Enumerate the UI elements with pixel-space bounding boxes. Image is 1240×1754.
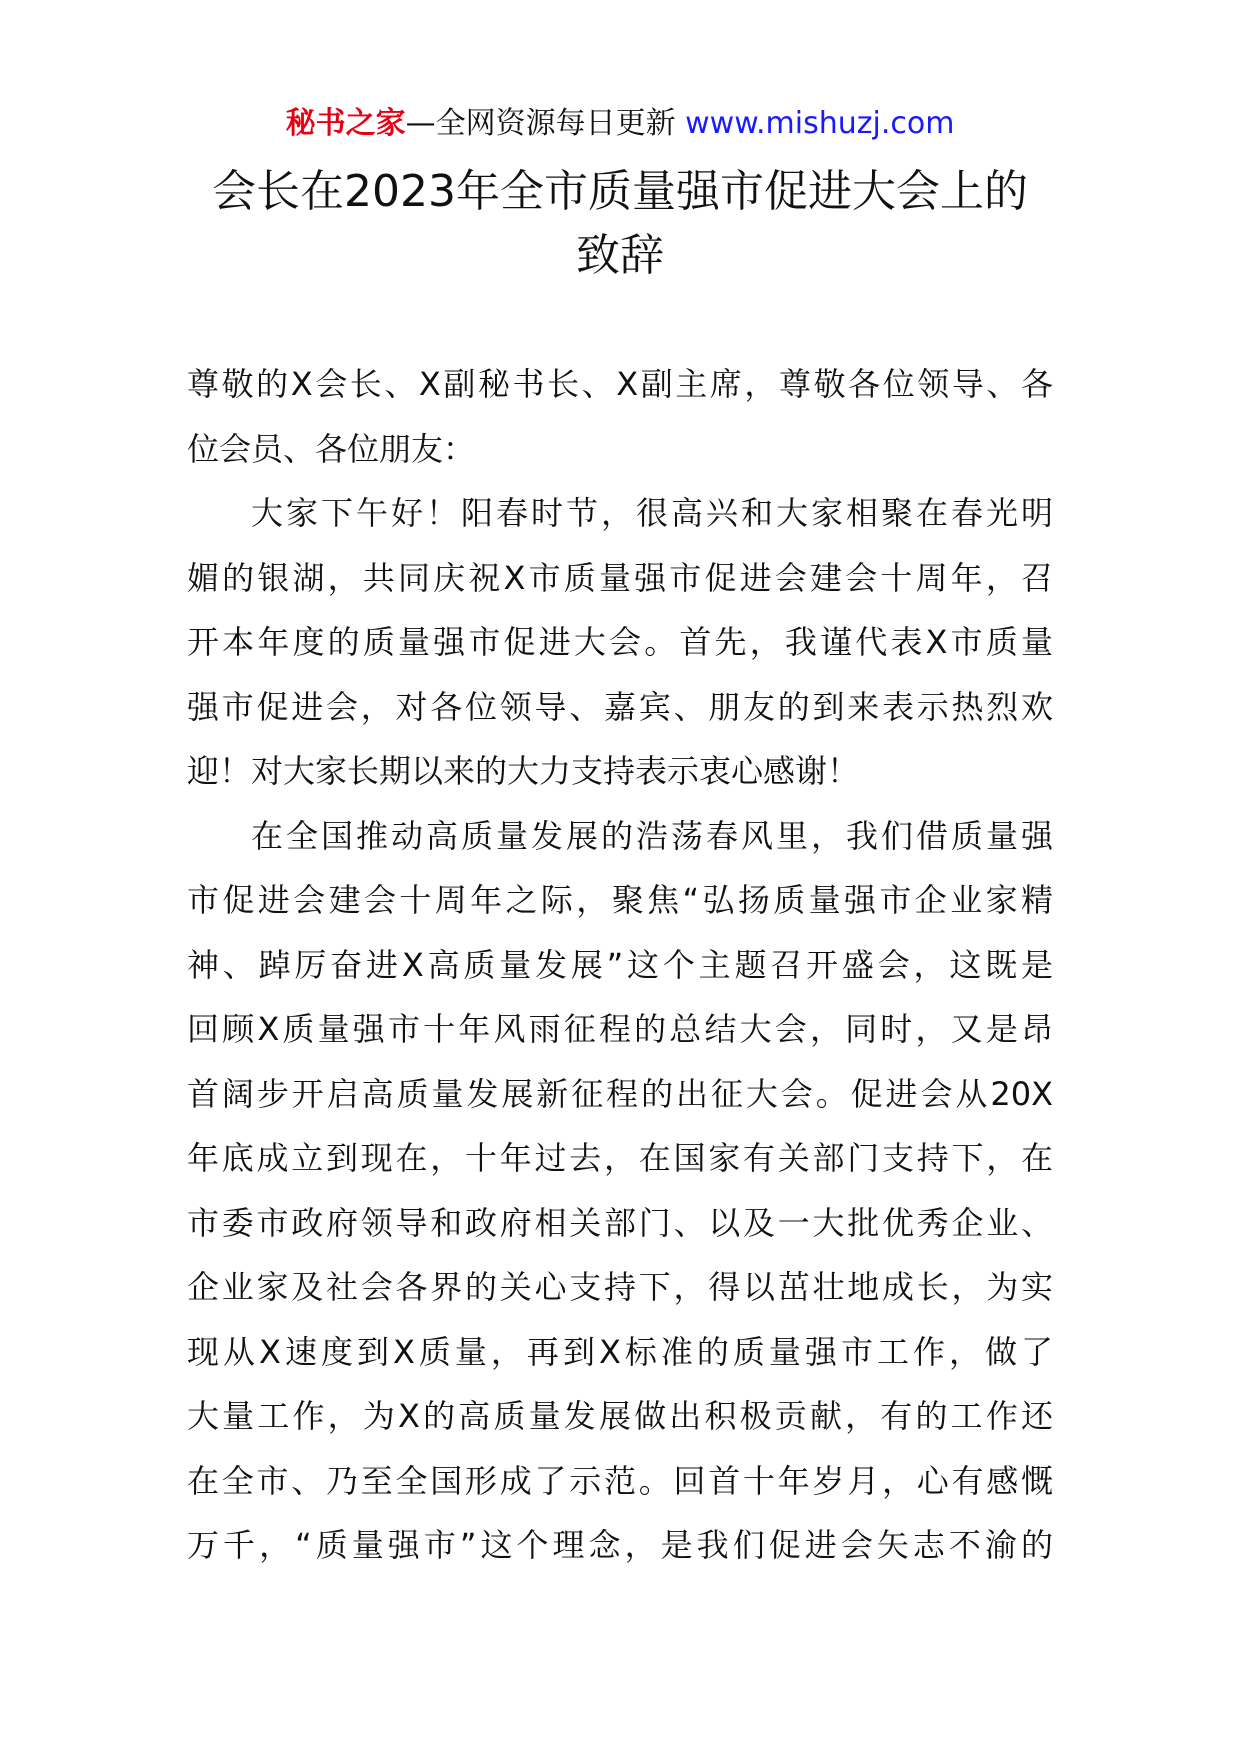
paragraph-line: 万千，“质量强市”这个理念，是我们促进会矢志不渝的 [187,1526,1053,1564]
paragraph-line: 现从X速度到X质量，再到X标准的质量强市工作，做了 [187,1332,1053,1371]
paragraph-line: 回顾X质量强市十年风雨征程的总结大会，同时，又是昂 [187,1010,1053,1048]
paragraph-line: 媚的银湖，共同庆祝X市质量强市促进会建会十周年，召 [187,558,1053,597]
salutation-line: 位会员、各位朋友： [187,429,476,468]
document-body [187,352,1053,1578]
paragraph-line: 企业家及社会各界的关心支持下，得以茁壮地成长，为实 [187,1268,1053,1306]
salutation-line: 尊敬的X会长、X副秘书长、X副主席，尊敬各位领导、各 [187,365,1053,403]
paragraph-line: 大家下午好！阳春时节，很高兴和大家相聚在春光明 [251,494,1053,532]
paragraph-line: 开本年度的质量强市促进大会。首先，我谨代表X市质量 [187,623,1053,661]
site-header [0,104,1240,144]
paragraph-line: 首阔步开启高质量发展新征程的出征大会。促进会从20X [187,1074,1053,1113]
paragraph-line: 迎！对大家长期以来的大力支持表示衷心感谢！ [187,752,860,790]
paragraph-line: 大量工作，为X的高质量发展做出积极贡献，有的工作还 [187,1397,1053,1435]
paragraph-line: 在全市、乃至全国形成了示范。回首十年岁月，心有感慨 [187,1461,1053,1500]
paragraph-line: 神、踔厉奋进X高质量发展”这个主题召开盛会，这既是 [187,945,1053,984]
paragraph-line: 在全国推动高质量发展的浩荡春风里，我们借质量强 [251,816,1053,855]
brand-name: 秘书之家 [285,106,406,141]
title-line: 致辞 [576,230,664,281]
paragraph-line: 强市促进会，对各位领导、嘉宾、朋友的到来表示热烈欢 [187,687,1053,726]
paragraph-line: 市委市政府领导和政府相关部门、以及一大批优秀企业、 [187,1203,1053,1242]
title-line: 会长在2023年全市质量强市促进大会上的 [212,166,1028,217]
paragraph-line: 年底成立到现在，十年过去，在国家有关部门支持下，在 [187,1139,1053,1177]
site-url-link[interactable]: www.mishuzj.com [685,106,955,141]
paragraph-line: 市促进会建会十周年之际，聚焦“弘扬质量强市企业家精 [187,881,1053,919]
document-title [160,160,1080,288]
header-tagline: —全网资源每日更新 [405,106,676,141]
